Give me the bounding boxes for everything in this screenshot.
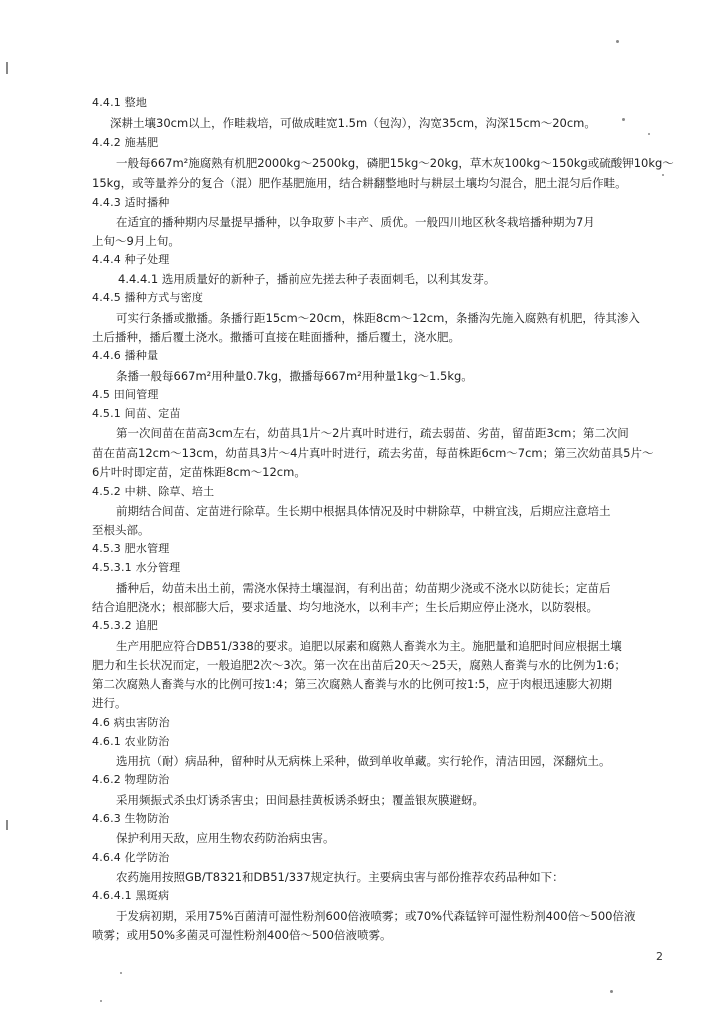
paragraph-line: 选用抗（耐）病品种，留种时从无病株上采种，做到单收单藏。实行轮作，清洁田园，深翻炕土。: [116, 754, 611, 768]
paragraph-line: 播种后，幼苗未出土前，需浇水保持土壤湿润，有利出苗；幼苗期少浇或不浇水以防徒长；定苗后: [116, 581, 611, 595]
heading-4-4-3: 4.4.3 适时播种: [92, 196, 170, 209]
heading-4-5-3: 4.5.3 肥水管理: [92, 542, 170, 555]
paragraph-line: 保护利用天敌，应用生物农药防治病虫害。: [116, 831, 335, 845]
paragraph-line: 深耕土壤30cm以上，作畦栽培，可做成畦宽1.5m（包沟），沟宽35cm，沟深15cm～20cm。: [110, 116, 596, 130]
paragraph-line: 条播一般每667m²用种量0.7kg，撒播每667m²用种量1kg～1.5kg。: [116, 369, 473, 383]
page-number: 2: [656, 950, 663, 963]
heading-4-6-3: 4.6.3 生物防治: [92, 812, 170, 825]
heading-4-5-1: 4.5.1 间苗、定苗: [92, 407, 181, 420]
heading-4-4-6: 4.4.6 播种量: [92, 349, 159, 362]
paragraph-line: 至根头部。: [92, 523, 150, 537]
paragraph-line: 6片叶时即定苗，定苗株距8cm～12cm。: [92, 465, 306, 479]
paragraph-line: 前期结合间苗、定苗进行除草。生长期中根据具体情况及时中耕除草，中耕宜浅，后期应注意培土: [116, 504, 611, 518]
paragraph-line: 喷雾；或用50%多菌灵可湿性粉剂400倍～500倍液喷雾。: [92, 928, 392, 942]
scan-speck: [100, 1000, 102, 1002]
paragraph-line: 可实行条播或撒播。条播行距15cm～20cm，株距8cm～12cm，条播沟先施入腐熟有机肥，待其渗入: [116, 311, 640, 325]
heading-4-5-3-2: 4.5.3.2 追肥: [92, 619, 158, 632]
paragraph-line: 苗在苗高12cm～13cm，幼苗具3片～4片真叶时进行，疏去劣苗，每苗株距6cm～7cm；第三次幼苗具5片～: [92, 446, 654, 460]
heading-4-5-3-1: 4.5.3.1 水分管理: [92, 561, 181, 574]
paragraph-line: 结合追肥浇水；根部膨大后，要求适量、均匀地浇水，以利丰产；生长后期应停止浇水，以防裂根。: [92, 600, 598, 614]
heading-4-6-2: 4.6.2 物理防治: [92, 773, 170, 786]
heading-4-6: 4.6 病虫害防治: [92, 716, 170, 729]
paragraph-line: 一般每667m²施腐熟有机肥2000kg～2500kg，磷肥15kg～20kg，草木灰100kg～150kg或硫酸钾10kg～: [116, 156, 674, 170]
paragraph-line: 在适宜的播种期内尽量提早播种，以争取萝卜丰产、质优。一般四川地区秋冬栽培播种期为7月: [116, 215, 595, 229]
heading-4-5-2: 4.5.2 中耕、除草、培土: [92, 485, 215, 498]
paragraph-line: 进行。: [92, 696, 127, 710]
paragraph-line: 15kg，或等量养分的复合（混）肥作基肥施用，结合耕翻整地时与耕层土壤均匀混合，肥土混匀后作畦。: [92, 176, 627, 190]
scan-speck: [662, 174, 664, 176]
paragraph-line: 农药施用按照GB/T8321和DB51/337规定执行。主要病虫害与部份推荐农药品种如下：: [116, 870, 564, 884]
heading-4-4-4: 4.4.4 种子处理: [92, 253, 170, 266]
heading-4-6-4: 4.6.4 化学防治: [92, 851, 170, 864]
paragraph-line: 采用频振式杀虫灯诱杀害虫；田间悬挂黄板诱杀蚜虫；覆盖银灰膜避蚜。: [116, 793, 484, 807]
paragraph-line: 于发病初期，采用75%百菌清可湿性粉剂600倍液喷雾；或70%代森锰锌可湿性粉剂400倍～500倍液: [116, 909, 636, 923]
paragraph-line: 第二次腐熟人畜粪与水的比例可按1:4；第三次腐熟人畜粪与水的比例可按1:5，应于肉根迅速膨大初期: [92, 677, 613, 691]
heading-4-4-4-1: 4.4.4.1 选用质量好的新种子，播前应先搓去种子表面刺毛，以利其发芽。: [118, 272, 496, 286]
heading-4-6-4-1: 4.6.4.1 黑斑病: [92, 889, 170, 902]
scan-speck: [120, 972, 122, 974]
heading-4-5: 4.5 田间管理: [92, 388, 159, 401]
heading-4-6-1: 4.6.1 农业防治: [92, 735, 170, 748]
paragraph-line: 肥力和生长状况而定，一般追肥2次～3次。第一次在出苗后20天～25天，腐熟人畜粪与水的比例为1:6；: [92, 658, 626, 672]
scan-edge-mark: [6, 820, 8, 830]
paragraph-line: 土后播种，播后覆土浇水。撒播可直接在畦面播种，播后覆土，浇水肥。: [92, 330, 460, 344]
scan-speck: [648, 133, 650, 135]
paragraph-line: 第一次间苗在苗高3cm左右，幼苗具1片～2片真叶时进行，疏去弱苗、劣苗，留苗距3cm；第二次间: [116, 426, 629, 440]
scan-speck: [610, 990, 613, 993]
heading-4-4-1: 4.4.1 整地: [92, 96, 148, 109]
scan-speck: [616, 40, 619, 43]
heading-4-4-5: 4.4.5 播种方式与密度: [92, 291, 204, 304]
scan-edge-mark: [6, 62, 8, 74]
paragraph-line: 上旬～9月上旬。: [92, 234, 180, 248]
heading-4-4-2: 4.4.2 施基肥: [92, 136, 159, 149]
scan-speck: [622, 118, 625, 121]
paragraph-line: 生产用肥应符合DB51/338的要求。追肥以尿素和腐熟人畜粪水为主。施肥量和追肥时间应根据土壤: [116, 639, 622, 653]
